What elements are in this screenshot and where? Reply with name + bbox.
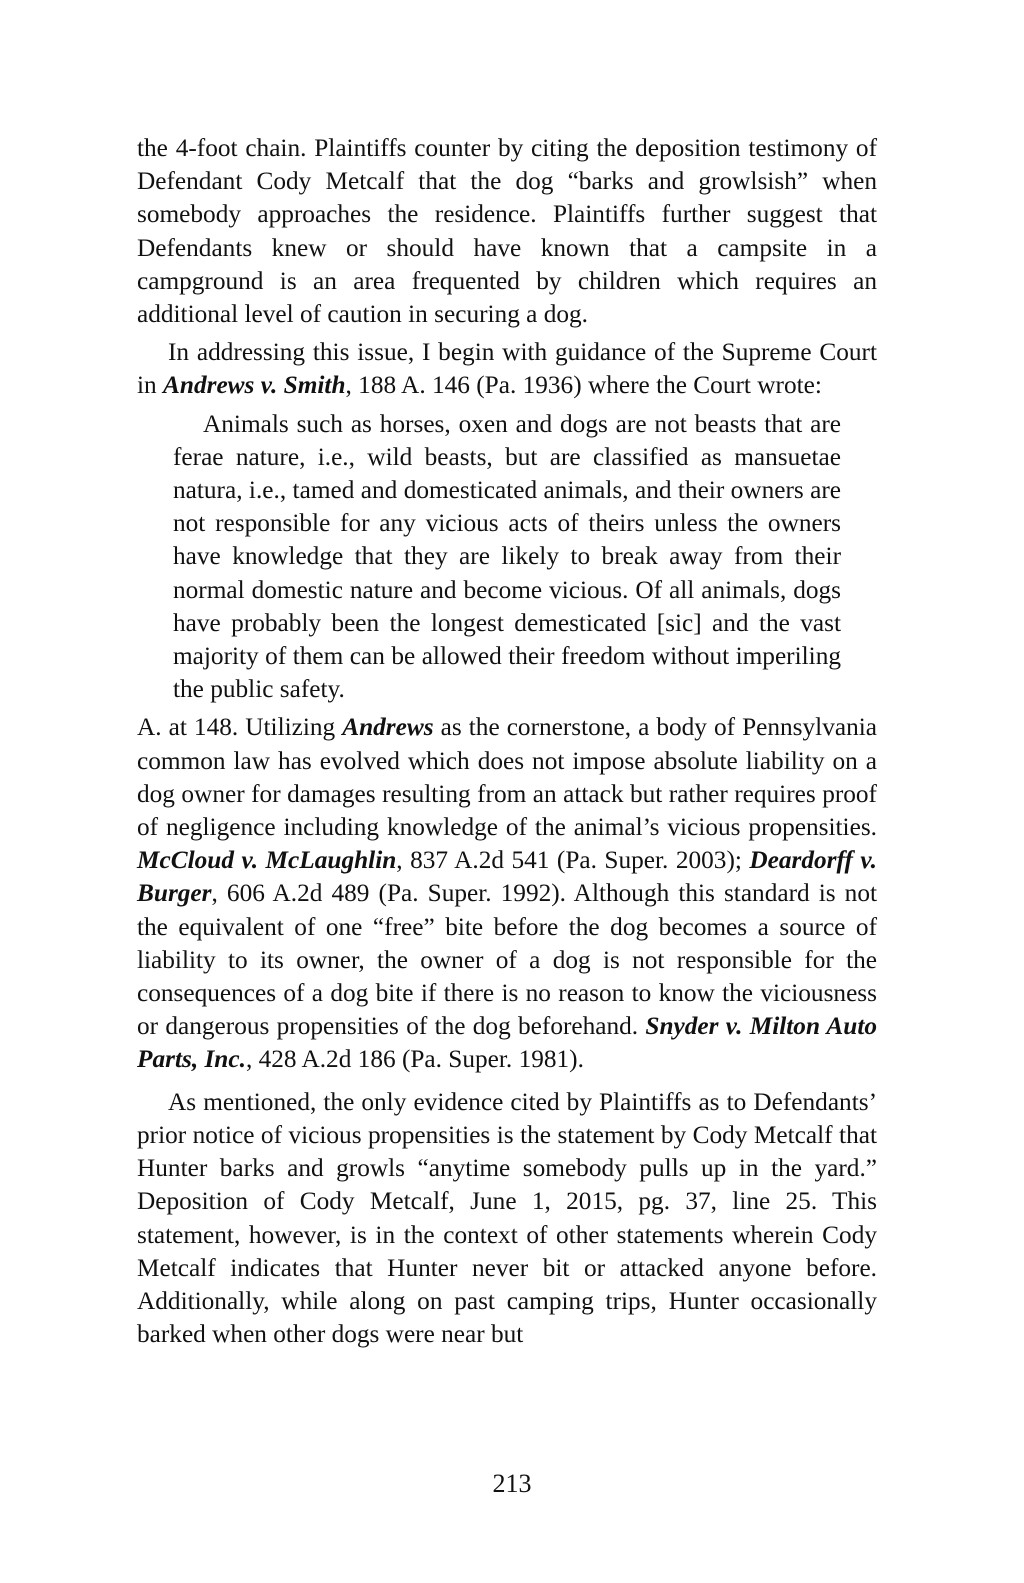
paragraph-text: , 428 A.2d 186 (Pa. Super. 1981).	[245, 1045, 584, 1074]
page-number: 213	[492, 1469, 532, 1498]
case-citation-deardorff: Deardorff v. Burger	[137, 846, 878, 908]
block-quote: Animals such as horses, oxen and dogs are not beasts that are ferae nature, i.e., wild beasts, but are classified as mansuetae natura, i.e., tamed and domesticated animals, and their owners are not responsible for any vicious acts of theirs unless the owners have knowledge that they are likely to break away from their normal domestic nature and become vicious. Of all animals, dogs have probably been the longest demesticated [sic] and the vast majority of them can be allowed their freedom without imperiling the public safety.	[173, 409, 841, 704]
paragraph-continuation: the 4-foot chain. Plaintiffs counter by citing the deposition testimony of Defendant Cody Metcalf that the dog “barks and growlsish” when somebody approaches the residence. Plaintiffs further suggest that Defendants knew or should have known that a campsite in a campground is an area frequented by children which requires an additional level of caution in securing a dog.	[137, 134, 877, 329]
paragraph-text: , 837 A.2d 541 (Pa. Super. 2003);	[396, 846, 750, 875]
paragraph-case-law	[137, 711, 877, 1076]
paragraph-andrews-intro	[137, 336, 877, 402]
paragraph-text: as the cornerstone, a body of Pennsylvania common law has evolved which does not impose absolute liability on a dog owner for damages resulting from an attack but rather requires proof of negligence including knowledge of the animal’s vicious propensities.	[137, 713, 877, 842]
document-body	[137, 132, 877, 1351]
case-citation-andrews-v-smith: Andrews v. Smith	[163, 371, 346, 400]
paragraph-evidence: As mentioned, the only evidence cited by Plaintiffs as to Defendants’ prior notice of vicious propensities is the statement by Cody Metcalf that Hunter barks and growls “anytime somebody pulls up in the yard.” Deposition of Cody Metcalf, June 1, 2015, pg. 37, line 25. This statement, however, is in the context of other statements wherein Cody Metcalf indicates that Hunter never bit or attacked anyone before. Additionally, while along on past camping trips, Hunter occasionally barked when other dogs were near but	[137, 1087, 877, 1349]
paragraph-text: , 606 A.2d 489 (Pa. Super. 1992). Although this standard is not the equivalent of one “free” bite before the dog becomes a source of liability to its owner, the owner of a dog is not responsible for the consequences of a dog bite if there is no reason to know the viciousness or dangerous propensities of the dog beforehand.	[137, 879, 877, 1041]
case-citation-andrews: Andrews	[342, 713, 434, 742]
paragraph-text: In addressing this issue, I begin with guidance of the Supreme Court in	[137, 338, 877, 400]
paragraph-text: , 188 A. 146 (Pa. 1936) where the Court wrote:	[345, 371, 822, 400]
case-citation-snyder: Snyder v. Milton Auto Parts, Inc.	[137, 1012, 877, 1074]
paragraph-text: A. at 148. Utilizing	[137, 713, 343, 742]
case-citation-mccloud: McCloud v. McLaughlin	[137, 846, 397, 875]
